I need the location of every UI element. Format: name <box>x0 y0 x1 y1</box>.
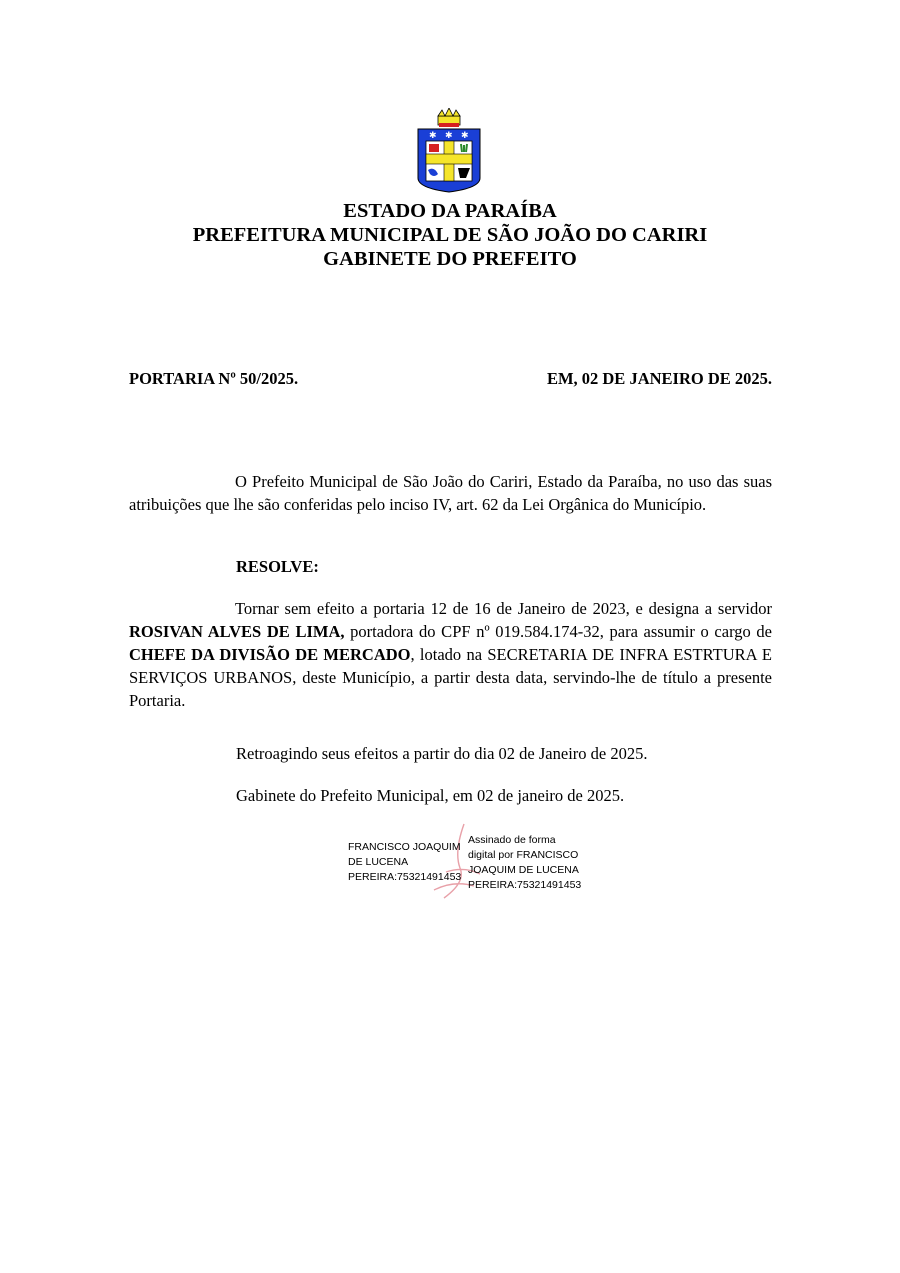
document-header <box>0 199 900 271</box>
coat-of-arms-icon <box>414 108 484 194</box>
header-state: ESTADO DA PARAÍBA <box>343 200 557 222</box>
svg-text:✱: ✱ <box>461 131 469 141</box>
signature-detail-line: Assinado de forma <box>468 834 556 846</box>
signer-line: FRANCISCO JOAQUIM <box>348 841 461 853</box>
server-name: ROSIVAN ALVES DE LIMA, <box>129 622 345 641</box>
resolution-text-c: , lotado na SECRETARIA DE INFRA ESTRTURA E SERVIÇOS URBANOS, deste Município, a partir desta data, servindo-lhe de título a presente Portaria. <box>129 645 773 710</box>
resolution-text-a: Tornar sem efeito a portaria 12 de 16 de Janeiro de 2023, e designa a servidor <box>235 599 772 618</box>
role-name: CHEFE DA DIVISÃO DE MERCADO <box>129 645 411 664</box>
svg-text:✱: ✱ <box>429 131 437 141</box>
signature-detail-line: JOAQUIM DE LUCENA <box>468 864 579 876</box>
signature-signer <box>348 840 461 885</box>
portaria-date: EM, 02 DE JANEIRO DE 2025. <box>546 369 772 388</box>
resolution-paragraph <box>129 597 772 712</box>
svg-text:✱: ✱ <box>445 131 453 141</box>
intro-paragraph: O Prefeito Municipal de São João do Cariri, Estado da Paraíba, no uso das suas atribuições que lhe são conferidas pelo inciso IV, art. 62 da Lei Orgânica do Município. <box>129 472 772 514</box>
signature-detail-line: PEREIRA:75321491453 <box>468 879 582 891</box>
signature-detail-line: digital por FRANCISCO <box>468 849 579 861</box>
header-gabinete: GABINETE DO PREFEITO <box>323 248 577 270</box>
digital-signature <box>346 830 606 902</box>
signer-line: PEREIRA:75321491453 <box>348 871 462 883</box>
resolution-text-b: portadora do CPF nº 019.584.174-32, para assumir o cargo de <box>344 622 773 641</box>
signer-line: DE LUCENA <box>348 856 409 868</box>
header-prefeitura: PREFEITURA MUNICIPAL DE SÃO JOÃO DO CARIRI <box>192 224 708 246</box>
portaria-number: PORTARIA Nº 50/2025. <box>129 369 299 388</box>
retroactive-paragraph: Retroagindo seus efeitos a partir do dia 02 de Janeiro de 2025. <box>236 744 648 763</box>
resolve-heading: RESOLVE: <box>236 557 319 576</box>
signature-details <box>468 833 581 893</box>
gabinete-paragraph: Gabinete do Prefeito Municipal, em 02 de janeiro de 2025. <box>236 786 625 805</box>
